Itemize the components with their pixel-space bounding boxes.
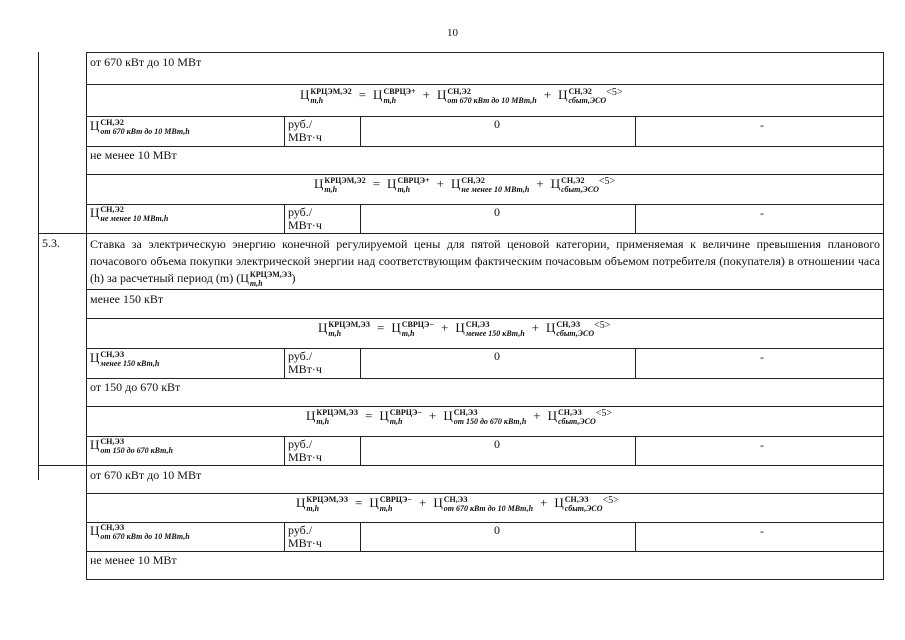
section-label: от 150 до 670 кВт (90, 380, 181, 394)
dash-cell: - (760, 350, 764, 364)
formula-row: Ц КРЦЭМ,ЭЗ m,h = Ц СВРЦЭ− m,h + Ц СН,ЭЗ от 150 до 670 кВт,h + Ц СН,ЭЗ сбыт,ЭСО $^{<5>}$ (306, 408, 613, 427)
section-label: не менее 10 МВт (90, 148, 177, 162)
formula-row: Ц КРЦЭМ,Э2 m,h = Ц СВРЦЭ+ m,h + Ц СН,Э2 от 670 кВт до 10 МВт,h + Ц СН,Э2 сбыт,ЭСО $^{<5>}$ (300, 87, 623, 106)
data-row-symbol: Ц СН,Э2 от 670 кВт до 10 МВт,h (90, 118, 190, 137)
unit-label: руб./ МВт·ч (288, 205, 322, 232)
data-row-symbol: Ц СН,ЭЗ менее 150 кВт,h (90, 350, 160, 369)
formula-row: Ц КРЦЭМ,Э2 m,h = Ц СВРЦЭ+ m,h + Ц СН,Э2 не менее 10 МВт,h + Ц СН,Э2 сбыт,ЭСО $^{<5>}$ (314, 176, 616, 195)
section-label: от 670 кВт до 10 МВт (90, 55, 202, 69)
table-border-left (38, 52, 39, 480)
data-row-symbol: Ц СН,ЭЗ от 670 кВт до 10 МВт,h (90, 523, 190, 542)
unit-label: руб./ МВт·ч (288, 349, 322, 376)
item-number: 5.3. (42, 236, 60, 250)
data-row-symbol: Ц СН,ЭЗ от 150 до 670 кВт,h (90, 437, 173, 456)
unit-label: руб./ МВт·ч (288, 117, 322, 144)
table-col-divider (86, 52, 87, 580)
formula-row: Ц КРЦЭМ,ЭЗ m,h = Ц СВРЦЭ− m,h + Ц СН,ЭЗ от 670 кВт до 10 МВт,h + Ц СН,ЭЗ сбыт,ЭСО $^{<5>}$ (296, 495, 619, 514)
dash-cell: - (760, 118, 764, 132)
value-cell: 0 (494, 205, 500, 219)
formula-row: Ц КРЦЭМ,ЭЗ m,h = Ц СВРЦЭ− m,h + Ц СН,ЭЗ менее 150 кВт,h + Ц СН,ЭЗ сбыт,ЭСО $^{<5>}$ (318, 320, 611, 339)
value-cell: 0 (494, 117, 500, 131)
tariff-table (38, 52, 884, 580)
section-label: от 670 кВт до 10 МВт (90, 468, 202, 482)
unit-label: руб./ МВт·ч (288, 523, 322, 550)
dash-cell: - (760, 438, 764, 452)
page-number: 10 (447, 27, 458, 39)
value-cell: 0 (494, 349, 500, 363)
value-cell: 0 (494, 523, 500, 537)
data-row-symbol: Ц СН,Э2 не менее 10 МВт,h (90, 205, 169, 224)
dash-cell: - (760, 524, 764, 538)
section-label: не менее 10 МВт (90, 553, 177, 567)
unit-label: руб./ МВт·ч (288, 437, 322, 464)
item-description: Ставка за электрическую энергию конечной регулируемой цены для пятой ценовой категории, применяемая к величине превышения планового почасового объема покупки электрической энергии над соответствующим фактическим почасовым объемом потребителя (покупателя) в отношении часа (h) за расчетный период (m) (Ц КРЦЭМ,ЭЗ m,h ) (90, 237, 880, 289)
value-cell: 0 (494, 437, 500, 451)
dash-cell: - (760, 206, 764, 220)
section-label: менее 150 кВт (90, 292, 164, 306)
table-border-right (883, 52, 884, 580)
